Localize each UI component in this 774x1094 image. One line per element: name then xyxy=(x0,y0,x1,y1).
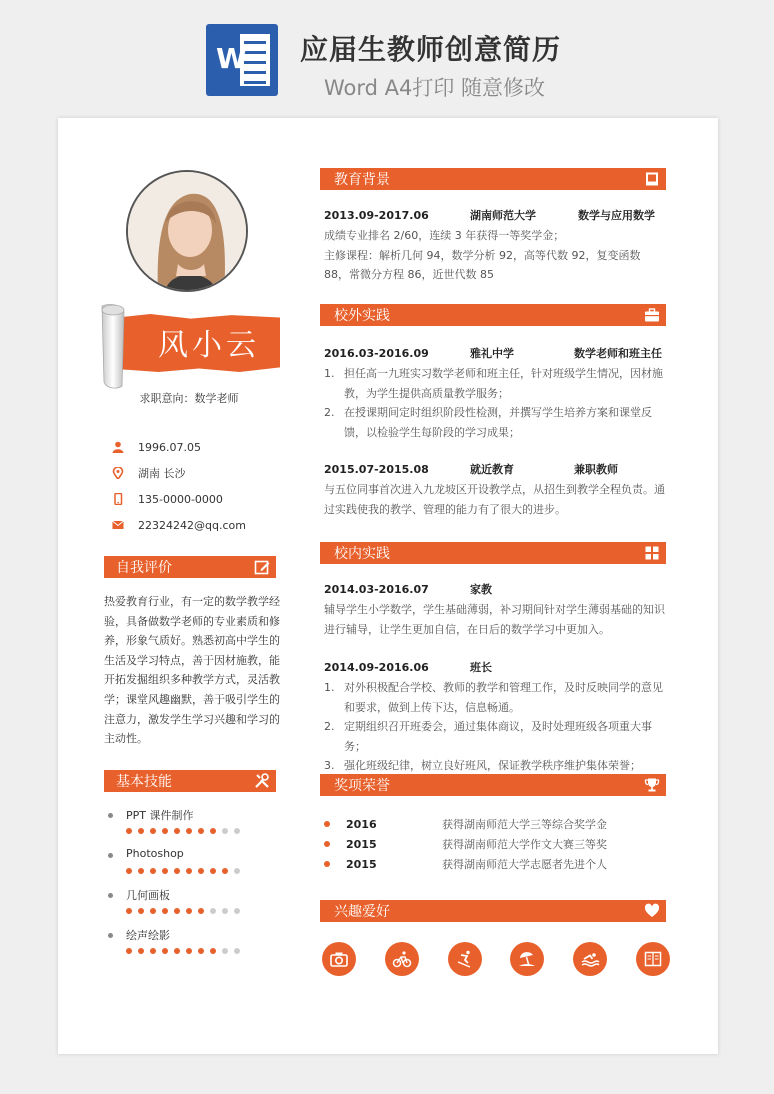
internal-practice-title: 校内实践 xyxy=(334,546,390,562)
rating-dot-filled xyxy=(138,948,144,954)
skill-rating xyxy=(126,828,246,834)
award-year: 2015 xyxy=(346,837,377,851)
header-title: 应届生教师创意简历 xyxy=(300,33,562,66)
edu-courses: 主修课程：解析几何 94，数学分析 92，高等代数 92，复变函数 88，常微分方程 86，近世代数 85 xyxy=(324,248,641,281)
rating-dot-filled xyxy=(150,828,156,834)
education-header xyxy=(320,168,666,190)
birth-date: 1996.07.05 xyxy=(138,440,201,454)
briefcase-icon xyxy=(644,307,660,323)
skill-label: 绘声绘影 xyxy=(126,929,170,942)
location-row xyxy=(112,460,246,486)
rating-dot-filled xyxy=(186,828,192,834)
ext2-period: 2015.07-2015.08 xyxy=(324,463,429,477)
person-icon xyxy=(112,441,124,453)
tools-icon xyxy=(254,773,270,789)
rating-dot-filled xyxy=(126,908,132,914)
rating-dot-filled xyxy=(198,908,204,914)
list-item: 2. 在授课期间定时组织阶段性检测，并撰写学生培养方案和课堂反馈，以检验学生每阶段的学习成果； xyxy=(324,406,652,439)
award-text: 获得湖南师范大学志愿者先进个人 xyxy=(442,858,607,871)
award-item xyxy=(324,814,668,834)
contact-info xyxy=(112,434,246,538)
location: 湖南 长沙 xyxy=(138,467,186,480)
internal-entry-1 xyxy=(324,580,668,639)
skills-list xyxy=(104,806,280,966)
award-year: 2016 xyxy=(346,817,377,831)
job-intent: 求职意向：数学老师 xyxy=(139,392,239,405)
cycling-icon xyxy=(385,942,419,976)
ext1-org: 雅礼中学 xyxy=(470,347,514,361)
rating-dot-filled xyxy=(174,948,180,954)
phone-row xyxy=(112,486,246,512)
location-pin-icon xyxy=(112,467,124,479)
candidate-name: 风小云 xyxy=(158,328,260,363)
ext1-role: 数学老师和班主任 xyxy=(574,347,662,361)
ext2-role: 兼职教师 xyxy=(574,463,618,477)
rating-dot-empty xyxy=(222,948,228,954)
reading-icon xyxy=(636,942,670,976)
rating-dot-filled xyxy=(162,908,168,914)
rating-dot-filled xyxy=(162,828,168,834)
rating-dot-filled xyxy=(150,948,156,954)
edu-school: 湖南师范大学 xyxy=(470,209,536,223)
rating-dot-empty xyxy=(234,868,240,874)
hobbies-header xyxy=(320,900,666,922)
beach-icon xyxy=(510,942,544,976)
rating-dot-filled xyxy=(138,828,144,834)
email-row xyxy=(112,512,246,538)
rating-dot-empty xyxy=(222,828,228,834)
list-item: 1. 对外积极配合学校、教师的教学和管理工作，及时反映同学的意见和要求，做到上传下达，信息畅通。 xyxy=(324,681,663,714)
list-item: 2. 定期组织召开班委会，通过集体商议，及时处理班级各项重大事务； xyxy=(324,720,652,753)
name-banner xyxy=(98,310,280,380)
awards-list xyxy=(324,814,668,874)
award-text: 获得湖南师范大学作文大赛三等奖 xyxy=(442,838,607,851)
email: 22324242@qq.com xyxy=(138,518,246,532)
int1-period: 2014.03-2016.07 xyxy=(324,583,429,597)
trophy-icon xyxy=(644,777,660,793)
rating-dot-filled xyxy=(210,948,216,954)
rating-dot-filled xyxy=(138,908,144,914)
book-icon xyxy=(644,171,660,187)
education-title: 教育背景 xyxy=(334,172,390,188)
rating-dot-empty xyxy=(234,828,240,834)
ext2-desc: 与五位同事首次进入九龙坡区开设教学点，从招生到教学全程负责。通过实践使我的教学、管理的能力有了很大的进步。 xyxy=(324,483,665,516)
resume-page xyxy=(58,118,718,1054)
award-text: 获得湖南师范大学三等综合奖学金 xyxy=(442,818,607,831)
awards-header xyxy=(320,774,666,796)
education-block xyxy=(324,206,668,285)
self-eval-title: 自我评价 xyxy=(116,560,172,576)
edu-ranking: 成绩专业排名 2/60，连续 3 年获得一等奖学金； xyxy=(324,229,565,242)
skill-item xyxy=(104,806,280,846)
rating-dot-filled xyxy=(138,868,144,874)
internal-practice-header xyxy=(320,542,666,564)
external-entry-1 xyxy=(324,344,668,442)
skill-rating xyxy=(126,868,246,874)
page-header xyxy=(0,0,774,118)
rating-dot-empty xyxy=(210,908,216,914)
int1-desc: 辅导学生小学数学，学生基础薄弱，补习期间针对学生薄弱基础的知识进行辅导，让学生更加自信，在日后的数学学习中更加入。 xyxy=(324,603,665,636)
phone-icon xyxy=(112,493,124,505)
self-eval-header xyxy=(104,556,276,578)
camera-icon xyxy=(322,942,356,976)
list-item: 3. 强化班级纪律，树立良好班风，保证教学秩序维护集体荣誉； xyxy=(324,759,641,772)
external-practice-header xyxy=(320,304,666,326)
rating-dot-filled xyxy=(126,868,132,874)
avatar xyxy=(126,170,248,292)
hobby-icons xyxy=(322,942,670,976)
skiing-icon xyxy=(448,942,482,976)
rating-dot-empty xyxy=(222,908,228,914)
skill-label: 几何画板 xyxy=(126,889,170,902)
hobbies-title: 兴趣爱好 xyxy=(334,904,390,920)
rating-dot-filled xyxy=(126,828,132,834)
skills-title: 基本技能 xyxy=(116,774,172,790)
rating-dot-filled xyxy=(150,908,156,914)
edu-major: 数学与应用数学 xyxy=(578,209,655,223)
rating-dot-filled xyxy=(174,828,180,834)
int2-period: 2014.09-2016.06 xyxy=(324,661,429,675)
rating-dot-filled xyxy=(150,868,156,874)
edu-period: 2013.09-2017.06 xyxy=(324,209,429,223)
rating-dot-filled xyxy=(198,828,204,834)
award-item xyxy=(324,834,668,854)
rating-dot-empty xyxy=(234,948,240,954)
external-entry-2 xyxy=(324,460,668,519)
skill-item xyxy=(104,846,280,886)
rating-dot-filled xyxy=(186,868,192,874)
heart-icon xyxy=(644,903,660,919)
phone: 135-0000-0000 xyxy=(138,492,223,506)
skill-rating xyxy=(126,948,246,954)
rating-dot-filled xyxy=(174,868,180,874)
rating-dot-filled xyxy=(222,868,228,874)
skill-item xyxy=(104,926,280,966)
skill-label: Photoshop xyxy=(126,847,184,860)
mail-icon xyxy=(112,519,124,531)
awards-title: 奖项荣誉 xyxy=(334,778,390,794)
list-item: 1. 担任高一九班实习数学老师和班主任，针对班级学生情况，因材施教，为学生提供高质量教学服务； xyxy=(324,367,663,400)
rating-dot-filled xyxy=(126,948,132,954)
ext2-org: 就近教育 xyxy=(470,463,514,477)
rating-dot-filled xyxy=(186,908,192,914)
skill-rating xyxy=(126,908,246,914)
rating-dot-filled xyxy=(162,948,168,954)
skill-item xyxy=(104,886,280,926)
rating-dot-filled xyxy=(198,948,204,954)
grid-icon xyxy=(644,545,660,561)
award-item xyxy=(324,854,668,874)
internal-entry-2 xyxy=(324,658,668,776)
external-practice-title: 校外实践 xyxy=(334,308,390,324)
rating-dot-filled xyxy=(186,948,192,954)
rating-dot-filled xyxy=(174,908,180,914)
int2-role: 班长 xyxy=(470,661,492,675)
word-logo-icon: W xyxy=(206,24,278,96)
ext1-period: 2016.03-2016.09 xyxy=(324,347,429,361)
birth-row xyxy=(112,434,246,460)
int1-role: 家教 xyxy=(470,583,492,597)
rating-dot-empty xyxy=(234,908,240,914)
rating-dot-filled xyxy=(162,868,168,874)
skills-header xyxy=(104,770,276,792)
scroll-curl-icon xyxy=(98,302,128,390)
header-subtitle: Word A4打印 随意修改 xyxy=(324,76,546,100)
rating-dot-filled xyxy=(198,868,204,874)
self-eval-text: 热爱教育行业，有一定的数学教学经验，具备做数学老师的专业素质和修养，形象气质好。熟悉初高中学生的生活及学习特点，善于因材施教，能开拓发掘组织多种教学方式，灵活教学；课堂风趣幽默，善于吸引学生的注意力，激发学生学习兴趣和学习的主动性。 xyxy=(104,595,280,746)
award-year: 2015 xyxy=(346,857,377,871)
edit-icon xyxy=(254,559,270,575)
swimming-icon xyxy=(573,942,607,976)
rating-dot-filled xyxy=(210,828,216,834)
rating-dot-filled xyxy=(210,868,216,874)
skill-label: PPT 课件制作 xyxy=(126,809,194,822)
